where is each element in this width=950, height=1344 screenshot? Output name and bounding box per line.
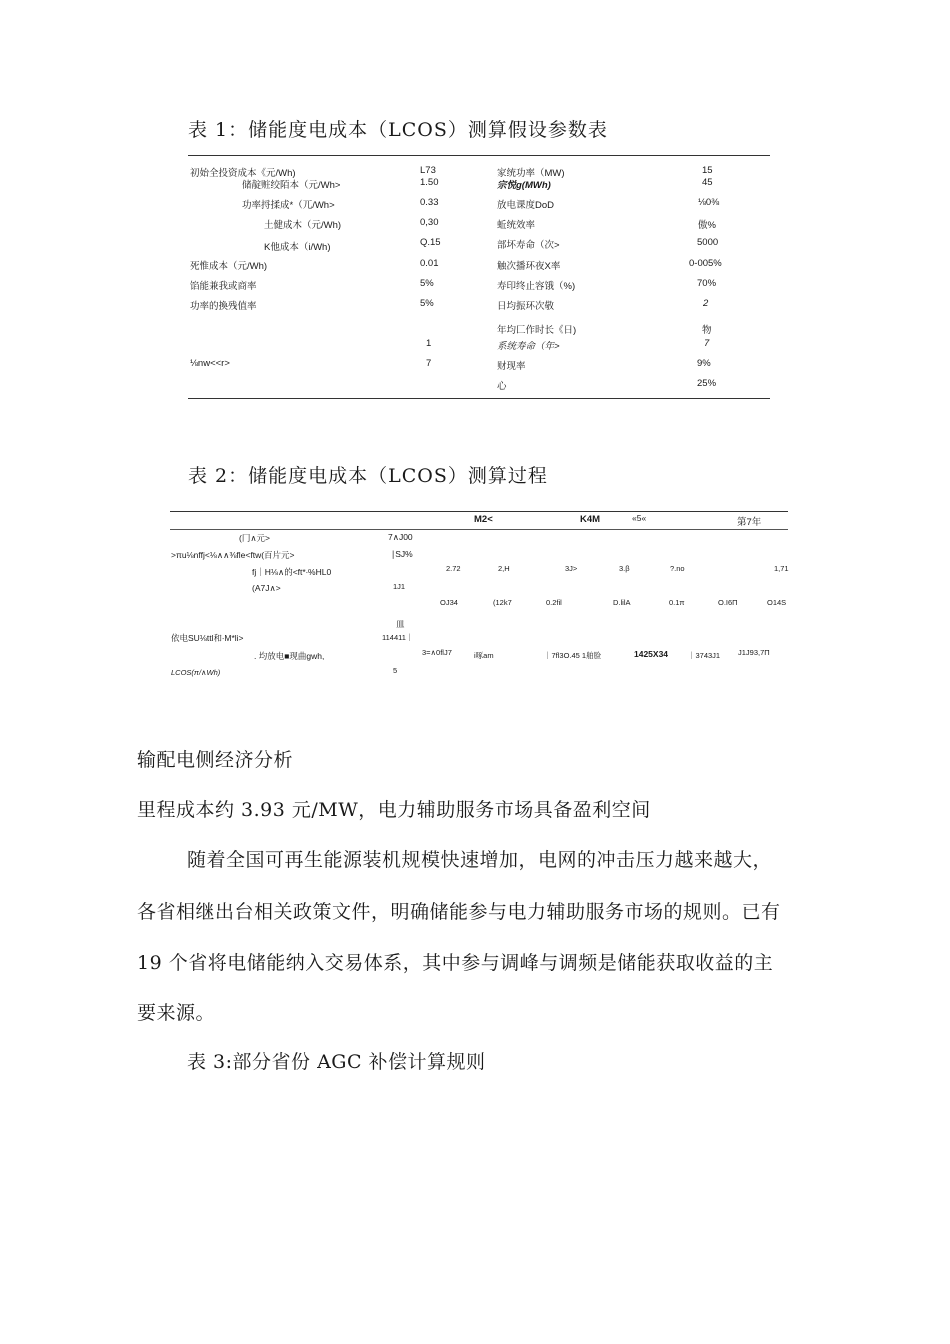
- table2-cell: 2.72: [446, 564, 461, 573]
- table1-right-label: 财现率: [497, 361, 526, 372]
- table1-left-value: 7: [426, 358, 432, 369]
- paragraph-line: 19 个省将电储能纳入交易体系，其中参与调峰与调频是储能获取收益的主: [137, 952, 774, 974]
- table2-row-label: 依电SU⅛ttl和∙M*li>: [171, 633, 244, 643]
- table2-header-cell: K4M: [580, 514, 601, 525]
- table2-row-label: LCOS(π/∧Wh): [171, 668, 221, 677]
- table1-left-label: 功率捋揉成*（兀/Wh>: [242, 200, 335, 211]
- table1-left-value: 1: [426, 338, 432, 349]
- table1-left-value: Q.15: [420, 237, 441, 248]
- table2-cell: J1J93,7Π: [738, 648, 770, 657]
- table1-right-value: 7: [704, 338, 710, 349]
- table1-left-value: 0.01: [420, 258, 439, 269]
- table1-right-value: 5000: [697, 237, 719, 248]
- table1-right-value: 45: [702, 177, 713, 188]
- table1-right-value: 2: [703, 298, 709, 309]
- table1-right-value: 70%: [697, 278, 717, 289]
- table1-left-label: 馅能兼我或商率: [190, 281, 257, 292]
- table1-left-label: 初始全投资成本《元/Wh): [190, 168, 296, 179]
- table2-cell: 3.β: [619, 564, 630, 573]
- table2-cell: 3J>: [565, 564, 578, 573]
- table1-right-label: 寿印终止容饿（%): [497, 281, 576, 292]
- table3-caption: 表 3:部分省份 AGC 补偿计算规则: [187, 1051, 486, 1073]
- table2-cell: 1425X34: [634, 649, 669, 659]
- table2-top-rule: [170, 511, 788, 512]
- table2-cell: 1J1: [393, 582, 406, 591]
- table2-cell: O.I6Π: [718, 598, 738, 607]
- paragraph-line: 要来源。: [137, 1002, 216, 1024]
- table1-right-label: 触次播环夜X率: [497, 261, 561, 272]
- table1-right-value: 15: [702, 165, 713, 176]
- table1-right-label: 部坏寿命（次>: [497, 240, 560, 251]
- table1-top-rule: [188, 155, 770, 156]
- table2-row-label: . 均放电■现曲gwh,: [254, 651, 325, 661]
- table2-cell: (12k7: [493, 598, 512, 607]
- section-heading: 输配电侧经济分析: [137, 749, 294, 771]
- table1-left-value: L73: [420, 165, 436, 176]
- table1-right-value: 傲%: [698, 220, 716, 231]
- table2-header-cell: 第7年: [737, 517, 762, 528]
- table1-left-label: 死惟成本（元/Wh): [190, 261, 268, 272]
- table2-cell: 2,H: [498, 564, 510, 573]
- table1-right-value: 9%: [697, 358, 711, 369]
- table2-cell: 114411｜: [382, 633, 414, 642]
- table2-cell: 3=∧0flJ7: [422, 648, 452, 657]
- table1-left-value: 0,30: [420, 217, 439, 228]
- table2-cell: ｜3743J1: [688, 651, 721, 660]
- table1-right-label: 年均匚作时长《日): [497, 325, 577, 336]
- table2-cell: 7∧J00: [388, 532, 413, 542]
- table1-caption: 表 1：储能度电成本（LCOS）测算假设参数表: [188, 119, 608, 141]
- table2-row-label: fj｜H⅛∧的<ft*∙%HL0: [252, 567, 332, 577]
- table1-left-value: 5%: [420, 278, 434, 289]
- table2-cell: ?.no: [670, 564, 685, 573]
- table2-header-rule: [170, 529, 788, 530]
- table1-right-label: 放电课度DoD: [497, 200, 555, 211]
- paragraph-line: 各省相继出台相关政策文件，明确储能参与电力辅助服务市场的规则。已有: [137, 901, 781, 923]
- table2-row-label: (A7J∧>: [252, 583, 281, 593]
- table1-left-value: 1.50: [420, 177, 439, 188]
- table1-right-value: 25%: [697, 378, 717, 389]
- table2-cell: 1,71: [774, 564, 789, 573]
- table2-cell: D.lilA: [613, 598, 631, 607]
- table2-row-label: >πu⅛nffj<⅛∧∧⅜fle<ftw(百片元>: [171, 550, 295, 560]
- table2-cell: 0.1π: [669, 598, 685, 607]
- section-subheading: 里程成本约 3.93 元/MW，电力辅助服务市场具备盈利空间: [137, 799, 651, 821]
- table1-left-label: 功率的換残值率: [190, 301, 257, 312]
- table1-left-label: 土健成木（元/Wh): [264, 220, 342, 231]
- table2-cell: ∣SJ%: [391, 549, 413, 559]
- table2-cell: O14S: [767, 598, 787, 607]
- table1-right-label: 宗悦g(MWh): [497, 180, 551, 191]
- table1-right-value: 物: [702, 325, 712, 336]
- table1-right-label: 心: [497, 381, 507, 392]
- table2-header-cell: «5«: [632, 513, 647, 523]
- table1-right-value: 0-005%: [689, 258, 722, 269]
- table1-left-value: 0.33: [420, 197, 439, 208]
- table1-right-label: 系统寿命（年>: [497, 341, 560, 352]
- table1-right-label: 日均振环次敬: [497, 301, 555, 312]
- table1-left-label: K他成本（i/Wh): [264, 242, 331, 253]
- table2-cell: i啄am: [474, 651, 494, 660]
- table1-left-value: 5%: [420, 298, 434, 309]
- table2-cell: 0.2fil: [546, 598, 562, 607]
- table1-right-label: 家统功率（MW): [497, 168, 565, 179]
- table1-left-label: 储靛赃绞陌本（元/Wh>: [242, 180, 341, 191]
- table2-cell: ｜7fl3O.45 1舶脸: [544, 651, 602, 660]
- table1-right-label: 蚯统效率: [497, 220, 536, 231]
- table2-header-cell: M2<: [474, 514, 493, 525]
- table1-bottom-rule: [188, 398, 770, 399]
- table2-row-label: (冂∧元>: [239, 533, 271, 543]
- table2-cell: 5: [393, 666, 398, 675]
- paragraph-line: 随着全国可再生能源装机规模快速增加，电网的冲击压力越来越大，: [187, 849, 773, 871]
- table1-right-value: ⅛0⅜: [698, 197, 720, 208]
- table1-left-label: ⅛nw<<r>: [190, 358, 230, 369]
- table2-cell: 皿: [396, 619, 405, 629]
- table2-caption: 表 2：储能度电成本（LCOS）测算过程: [188, 465, 548, 487]
- table2-cell: OJ34: [440, 598, 458, 607]
